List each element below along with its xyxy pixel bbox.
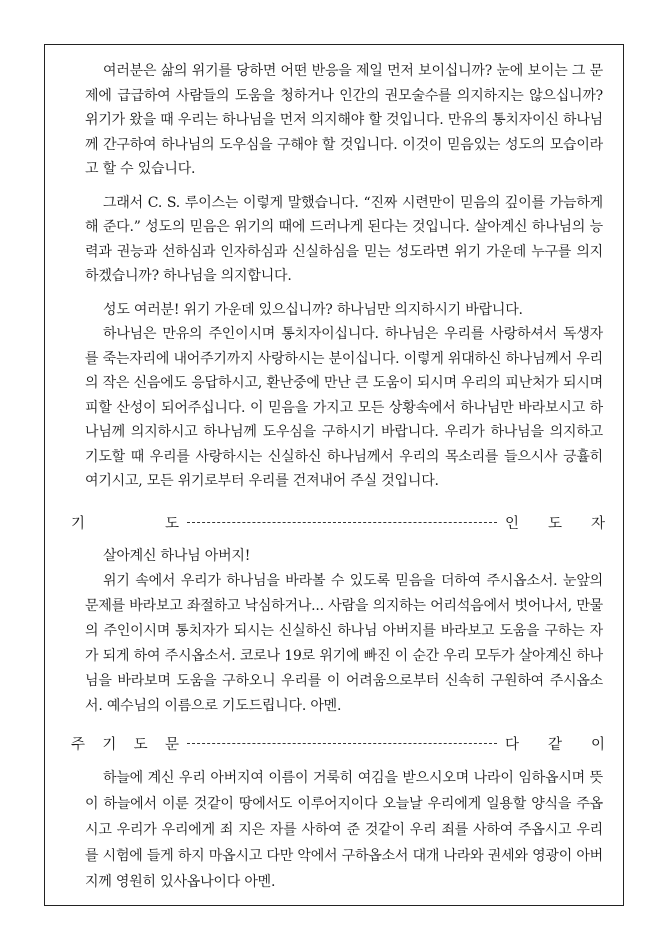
lords-prayer-heading-title-char: 도 [133, 737, 148, 753]
lords-prayer-heading-title-char: 주 [71, 737, 86, 753]
sermon-paragraph-3: 성도 여러분! 위기 가운데 있으십니까? 하나님만 의지하시기 바랍니다. [103, 301, 523, 318]
lords-prayer-heading [71, 731, 605, 757]
lords-prayer-heading-role-char: 같 [547, 737, 562, 753]
lords-prayer-section [85, 765, 603, 895]
prayer-heading-divider [187, 522, 497, 523]
sermon-paragraph-1: 여러분은 삶의 위기를 당하면 어떤 반응을 제일 먼저 보이십니까? 눈에 보이는 그 문제에 급급하여 사람들의 도움을 청하거나 인간의 권모술수를 의지하지는 않으십니까? 위기가 왔을 때 우리는 하나님을 먼저 의지해야 할 것입니다. 만유의 통치자이신 하나님께 간구하여 하나님의 도우심을 구해야 할 것입니다. 이것이 믿음있는 성도의 모습이라고 할 수 있습니다. [85, 63, 603, 177]
prayer-heading-role [505, 512, 605, 533]
lords-prayer-heading-title [71, 733, 179, 754]
lords-prayer-heading-title-char: 기 [102, 737, 117, 753]
prayer-heading [71, 510, 605, 536]
lords-prayer-text: 하늘에 계신 우리 아버지여 이름이 거룩히 여김을 받으시오며 나라이 임하옵시며 뜻이 하늘에서 이룬 것같이 땅에서도 이루어지이다 오늘날 우리에게 일용할 양식을 주옵시고 우리가 우리에게 죄 지은 자를 사하여 준 것같이 우리 죄를 사하여 주옵시고 우리를 시험에 들게 하지 마옵시고 다만 악에서 구하옵소서 대개 나라와 권세와 영광이 아버지께 영원히 있사옵나이다 아멘. [85, 769, 603, 890]
lords-prayer-heading-divider [187, 743, 497, 744]
lords-prayer-heading-role-char: 이 [590, 737, 605, 753]
prayer-opening: 살아계신 하나님 아버지! [103, 547, 251, 564]
prayer-heading-title-char: 도 [164, 516, 179, 532]
prayer-heading-role-char: 인 [505, 516, 520, 532]
sermon-paragraph-2: 그래서 C. S. 루이스는 이렇게 말했습니다. “진짜 시련만이 믿음의 깊이를 가늠하게 해 준다.” 성도의 믿음은 위기의 때에 드러나게 된다는 것입니다. 살아계신 하나님의 능력과 권능과 선하심과 인자하심과 신실하심을 믿는 성도라면 위기 가운데 누구를 의지하겠습니까? 하나님을 의지합니다. [85, 194, 603, 284]
lords-prayer-heading-title-char: 문 [164, 737, 179, 753]
lords-prayer-heading-role [505, 733, 605, 754]
lords-prayer-heading-role-char: 다 [505, 737, 520, 753]
prayer-heading-role-char: 도 [547, 516, 562, 532]
prayer-body: 위기 속에서 우리가 하나님을 바라볼 수 있도록 믿음을 더하여 주시옵소서. 눈앞의 문제를 바라보고 좌절하고 낙심하거나... 사람을 의지하는 어리석음에서 벗어나서, 만물의 주인이시며 통치자가 되시는 신실하신 하나님 아버지를 바라보고 도움을 구하는 자가 되게 하여 주시옵소서. 코로나 19로 위기에 빠진 이 순간 우리 모두가 살아계신 하나님을 바라보며 도움을 구하오니 우리를 이 어려움으로부터 신속히 구원하여 주시옵소서. 예수님의 이름으로 기도드립니다. 아멘. [85, 572, 603, 714]
prayer-section [85, 544, 603, 719]
page-frame [44, 44, 624, 906]
prayer-heading-title-char: 기 [71, 516, 86, 532]
sermon-paragraph-4: 하나님은 만유의 주인이시며 통치자이십니다. 하나님은 우리를 사랑하셔서 독생자를 죽는자리에 내어주기까지 사랑하시는 분이십니다. 이렇게 위대하신 하나님께서 우리의 작은 신음에도 응답하시고, 환난중에 만난 큰 도움이 되시며 우리의 피난처가 되시며 피할 산성이 되어주십니다. 이 믿음을 가지고 모든 상황속에서 하나님만 바라보시고 하나님께 의지하시고 하나님께 도우심을 구하시기 바랍니다. 우리가 하나님을 의지하고 기도할 때 우리를 사랑하시는 신실하신 하나님께서 우리의 목소리를 들으시사 긍휼히 여기시고, 모든 위기로부터 우리를 건져내어 주실 것입니다. [85, 326, 603, 489]
prayer-heading-title [71, 512, 179, 533]
prayer-heading-role-char: 자 [590, 516, 605, 532]
